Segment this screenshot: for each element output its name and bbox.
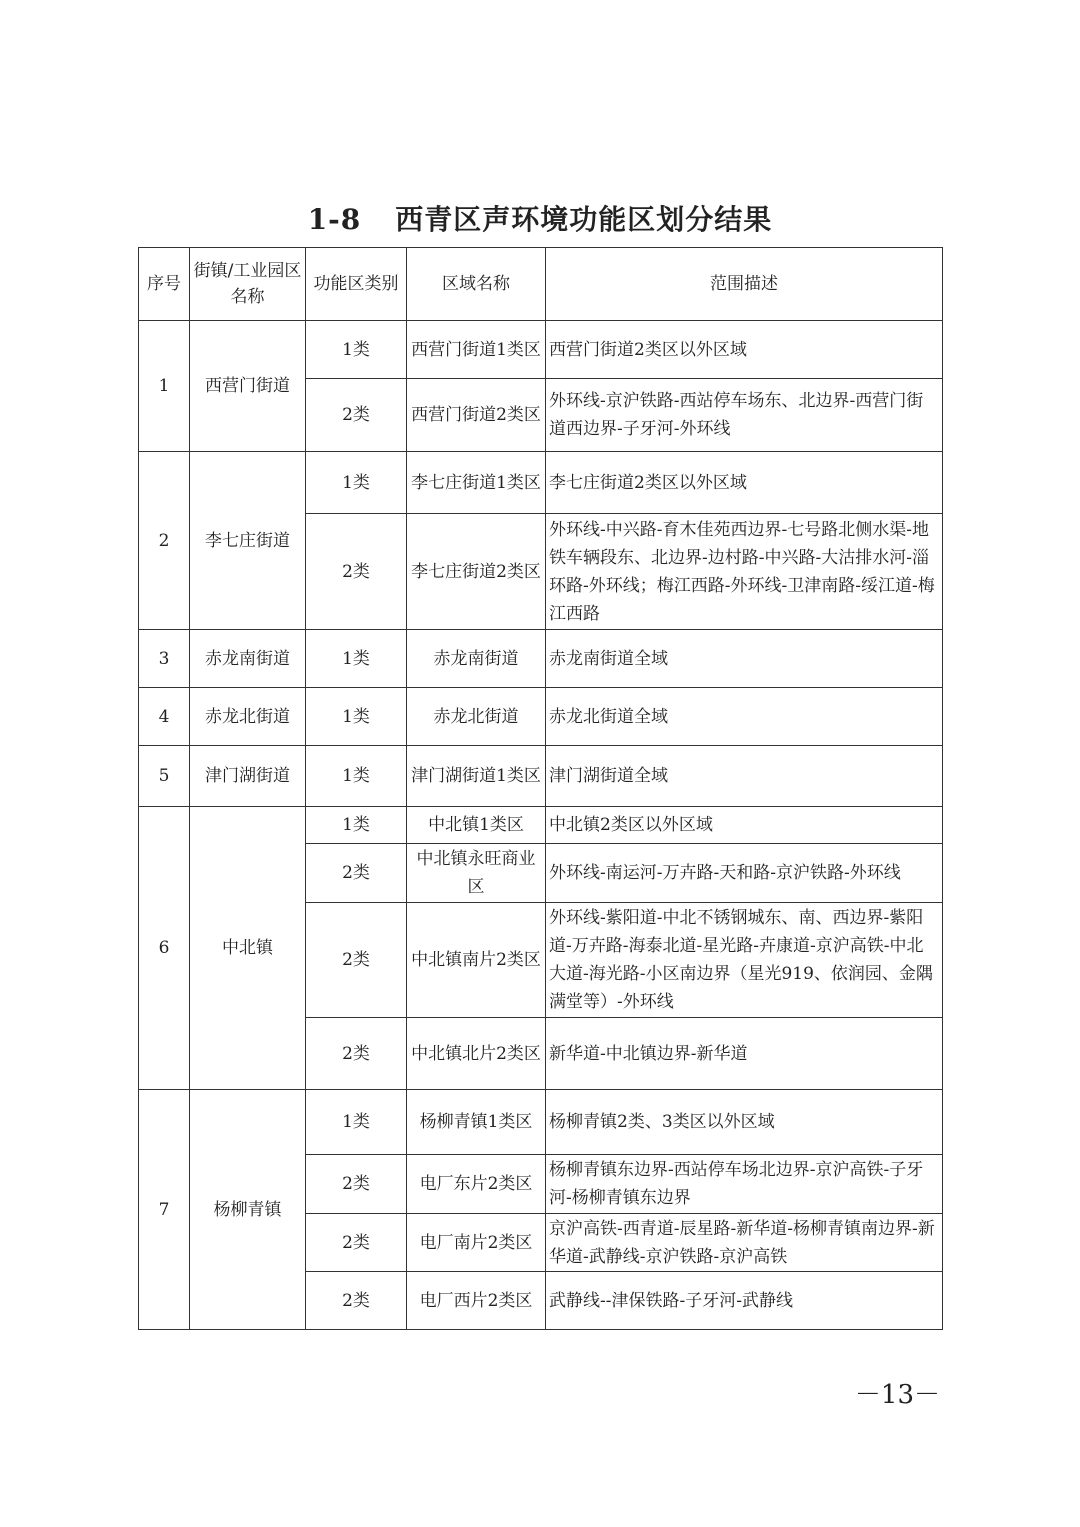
row-desc: 杨柳青镇东边界-西站停车场北边界-京沪高铁-子牙河-杨柳青镇东边界 xyxy=(546,1155,943,1214)
row-category: 2类 xyxy=(306,379,407,452)
header-zone-name: 区域名称 xyxy=(407,248,546,321)
title-number: 1-8 xyxy=(307,203,362,236)
row-index: 6 xyxy=(139,807,190,1090)
row-category: 1类 xyxy=(306,321,407,379)
row-desc: 津门湖街道全域 xyxy=(546,746,943,807)
row-zone: 中北镇南片2类区 xyxy=(407,903,546,1018)
table-row xyxy=(139,452,943,514)
table-row xyxy=(139,321,943,379)
header-index: 序号 xyxy=(139,248,190,321)
document-title xyxy=(0,198,1080,238)
row-town: 中北镇 xyxy=(190,807,306,1090)
row-desc: 外环线-紫阳道-中北不锈钢城东、南、西边界-紫阳道-万卉路-海泰北道-星光路-卉康道-京沪高铁-中北大道-海光路-小区南边界（星光919、依润园、金隅满堂等）-外环线 xyxy=(546,903,943,1018)
row-desc: 中北镇2类区以外区域 xyxy=(546,807,943,844)
table-row xyxy=(139,1090,943,1155)
row-town: 西营门街道 xyxy=(190,321,306,452)
row-category: 1类 xyxy=(306,807,407,844)
row-zone: 津门湖街道1类区 xyxy=(407,746,546,807)
row-zone: 电厂西片2类区 xyxy=(407,1272,546,1330)
row-town: 杨柳青镇 xyxy=(190,1090,306,1330)
row-category: 1类 xyxy=(306,630,407,688)
row-town: 赤龙南街道 xyxy=(190,630,306,688)
row-town: 李七庄街道 xyxy=(190,452,306,630)
row-category: 2类 xyxy=(306,1018,407,1090)
page-number: －13－ xyxy=(854,1380,940,1410)
row-category: 1类 xyxy=(306,688,407,746)
row-index: 3 xyxy=(139,630,190,688)
zone-table xyxy=(138,247,943,1330)
row-zone: 电厂南片2类区 xyxy=(407,1214,546,1272)
row-desc: 外环线-南运河-万卉路-天和路-京沪铁路-外环线 xyxy=(546,844,943,903)
row-index: 4 xyxy=(139,688,190,746)
row-index: 7 xyxy=(139,1090,190,1330)
header-category: 功能区类别 xyxy=(306,248,407,321)
row-desc: 京沪高铁-西青道-辰星路-新华道-杨柳青镇南边界-新华道-武静线-京沪铁路-京沪高铁 xyxy=(546,1214,943,1272)
row-zone: 中北镇1类区 xyxy=(407,807,546,844)
table-row xyxy=(139,807,943,844)
header-description: 范围描述 xyxy=(546,248,943,321)
row-category: 1类 xyxy=(306,746,407,807)
row-desc: 外环线-京沪铁路-西站停车场东、北边界-西营门街道西边界-子牙河-外环线 xyxy=(546,379,943,452)
table-row xyxy=(139,688,943,746)
row-desc: 外环线-中兴路-育木佳苑西边界-七号路北侧水渠-地铁车辆段东、北边界-边村路-中兴路-大沽排水河-淄环路-外环线；梅江西路-外环线-卫津南路-绥江道-梅江西路 xyxy=(546,514,943,630)
row-desc: 武静线--津保铁路-子牙河-武静线 xyxy=(546,1272,943,1330)
row-category: 2类 xyxy=(306,903,407,1018)
row-desc: 赤龙北街道全域 xyxy=(546,688,943,746)
row-zone: 李七庄街道2类区 xyxy=(407,514,546,630)
title-text: 西青区声环境功能区划分结果 xyxy=(395,203,773,236)
row-zone: 中北镇永旺商业区 xyxy=(407,844,546,903)
row-category: 2类 xyxy=(306,1214,407,1272)
row-zone: 赤龙南街道 xyxy=(407,630,546,688)
row-category: 2类 xyxy=(306,514,407,630)
row-zone: 杨柳青镇1类区 xyxy=(407,1090,546,1155)
table-row xyxy=(139,746,943,807)
row-category: 1类 xyxy=(306,1090,407,1155)
row-index: 1 xyxy=(139,321,190,452)
header-town: 街镇/工业园区名称 xyxy=(190,248,306,321)
row-desc: 新华道-中北镇边界-新华道 xyxy=(546,1018,943,1090)
row-desc: 杨柳青镇2类、3类区以外区域 xyxy=(546,1090,943,1155)
row-zone: 中北镇北片2类区 xyxy=(407,1018,546,1090)
header-row xyxy=(139,248,943,321)
row-index: 2 xyxy=(139,452,190,630)
row-category: 2类 xyxy=(306,1155,407,1214)
row-zone: 西营门街道2类区 xyxy=(407,379,546,452)
row-zone: 李七庄街道1类区 xyxy=(407,452,546,514)
row-town: 津门湖街道 xyxy=(190,746,306,807)
row-desc: 李七庄街道2类区以外区域 xyxy=(546,452,943,514)
row-category: 2类 xyxy=(306,1272,407,1330)
table-row xyxy=(139,630,943,688)
row-town: 赤龙北街道 xyxy=(190,688,306,746)
row-zone: 西营门街道1类区 xyxy=(407,321,546,379)
row-zone: 赤龙北街道 xyxy=(407,688,546,746)
row-desc: 西营门街道2类区以外区域 xyxy=(546,321,943,379)
row-index: 5 xyxy=(139,746,190,807)
row-desc: 赤龙南街道全域 xyxy=(546,630,943,688)
row-category: 1类 xyxy=(306,452,407,514)
row-zone: 电厂东片2类区 xyxy=(407,1155,546,1214)
row-category: 2类 xyxy=(306,844,407,903)
